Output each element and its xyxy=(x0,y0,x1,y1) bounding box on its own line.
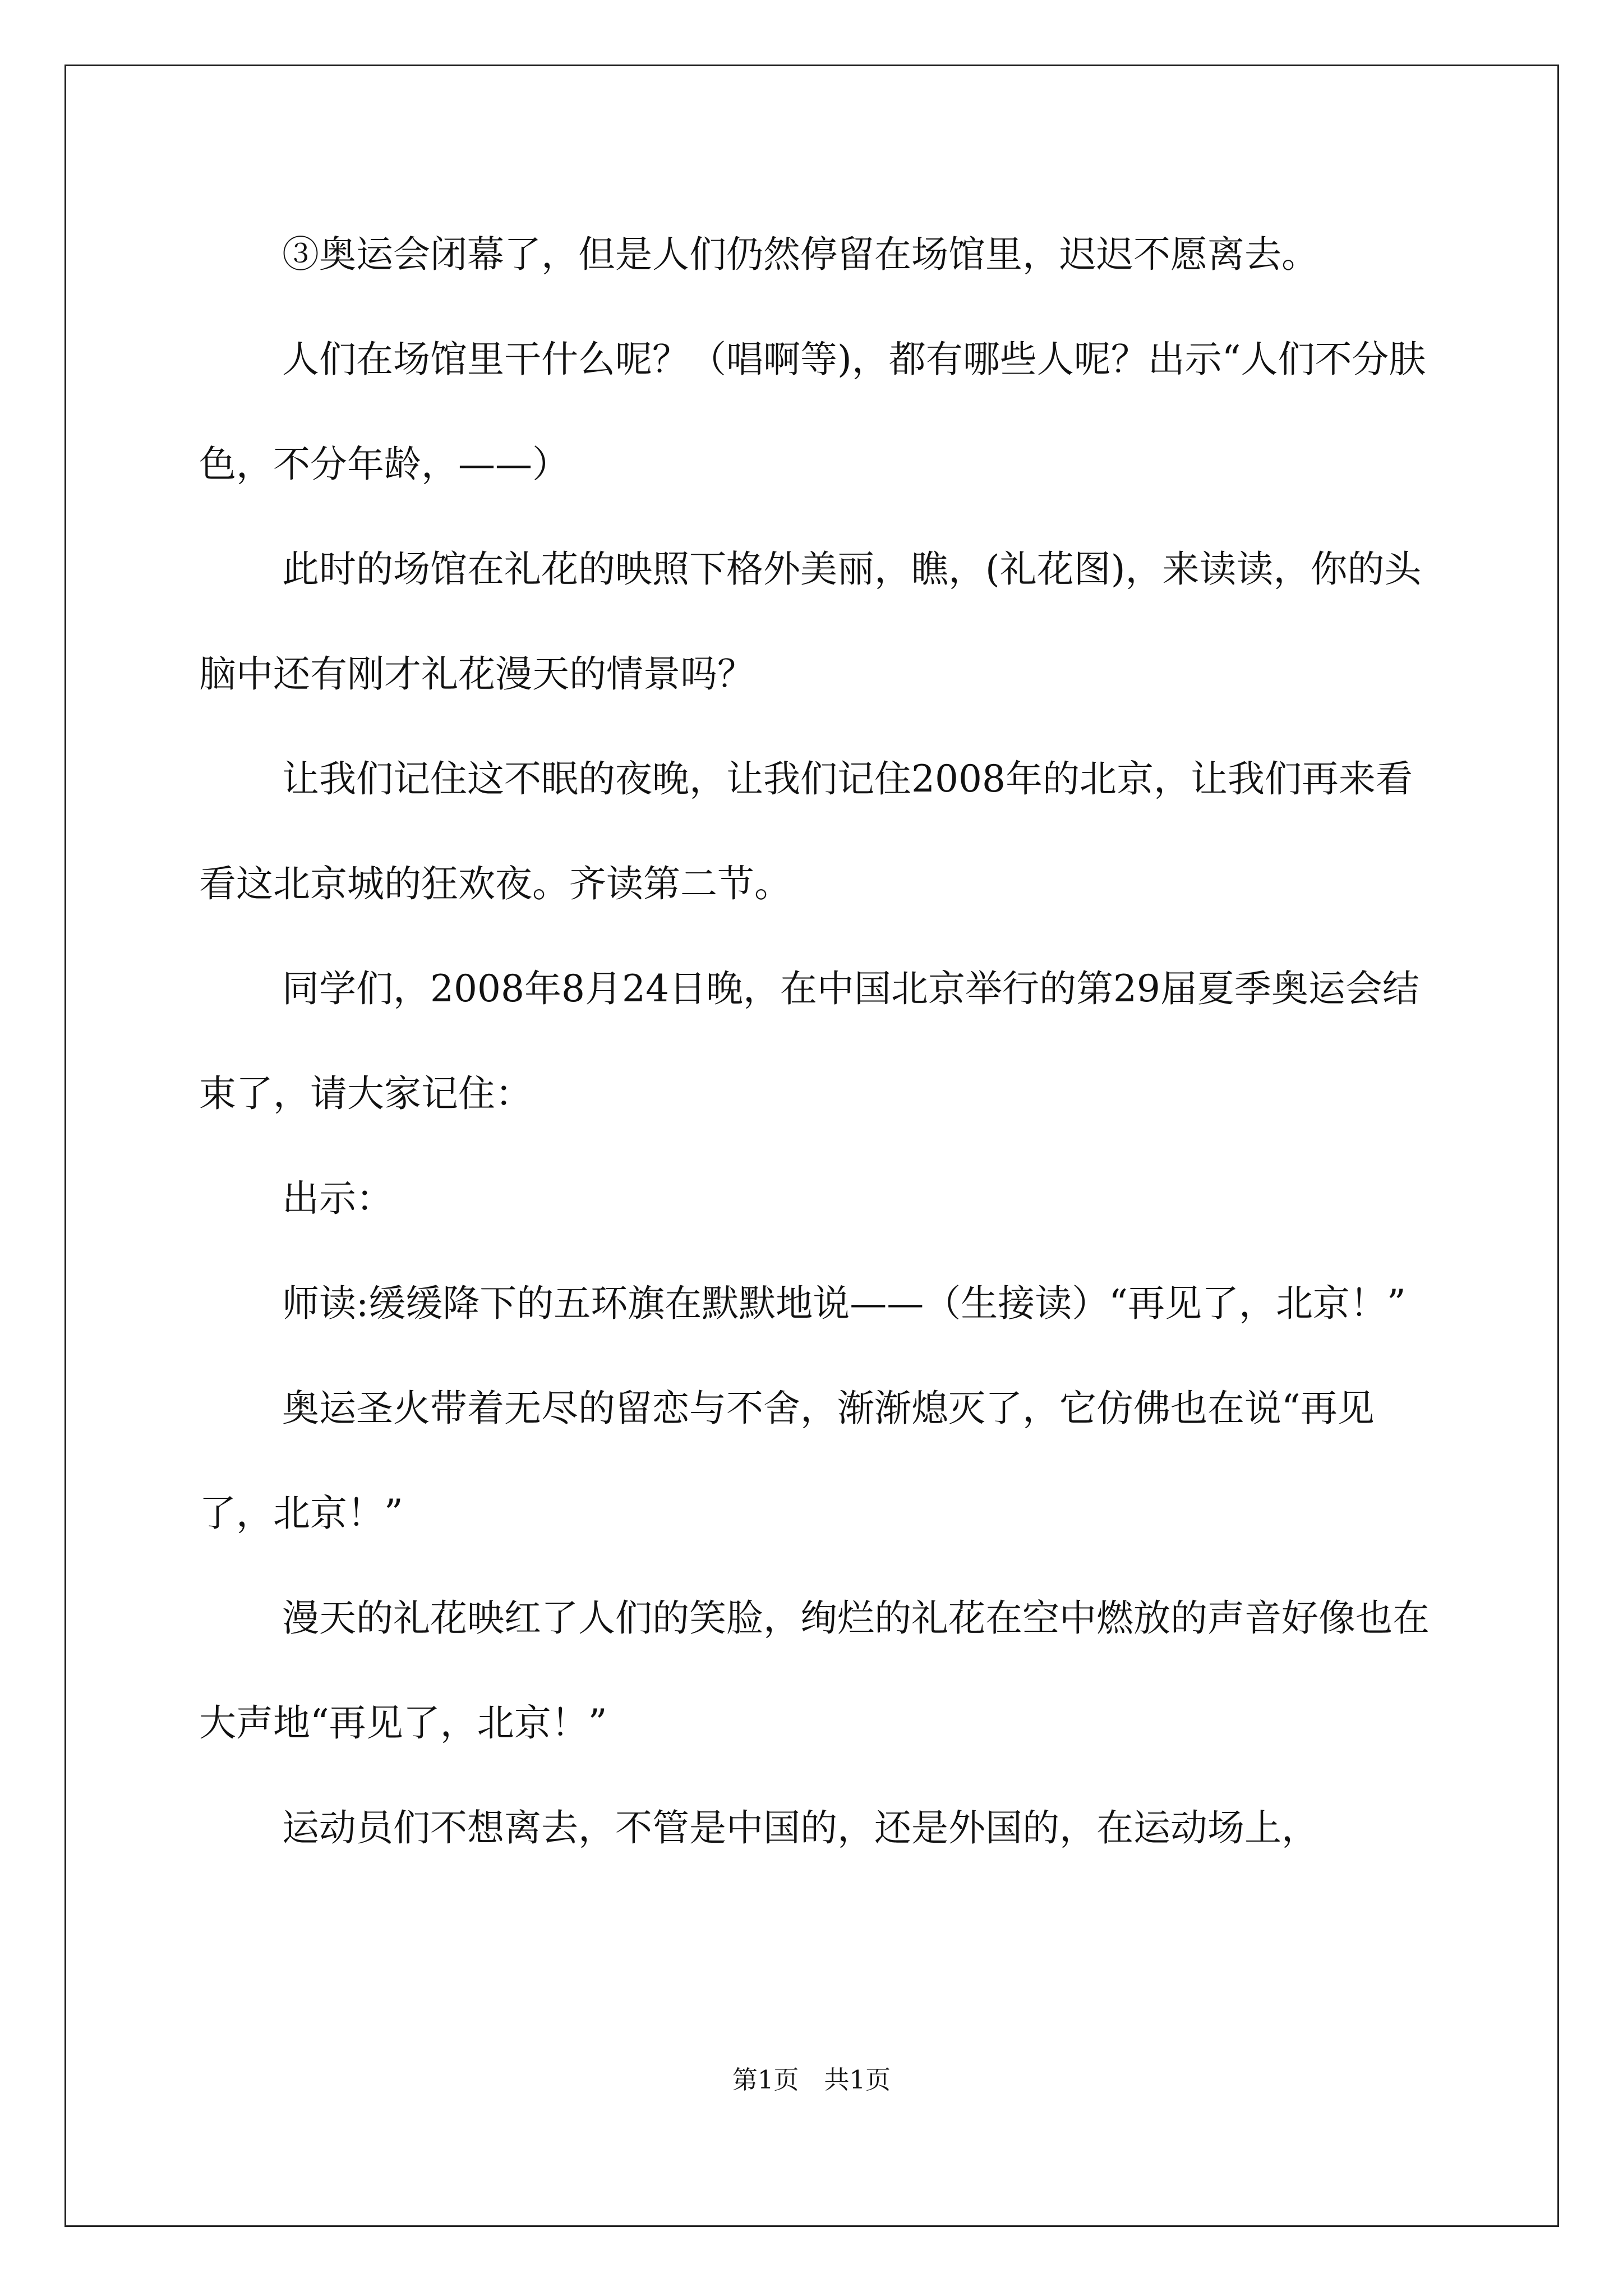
paragraph: 同学们，2008年8月24日晚，在中国北京举行的第29届夏季奥运会结束了，请大家记住： xyxy=(199,967,1419,1115)
paragraph: 运动员们不想离去，不管是中国的，还是外国的，在运动场上， xyxy=(282,1806,1318,1849)
page-number-footer: 第1页 共1页 xyxy=(732,2065,891,2095)
paragraph: 出示： xyxy=(282,1177,393,1220)
paragraph: 人们在场馆里干什么呢？（唱啊等)，都有哪些人呢？出示“人们不分肤色，不分年龄，——） xyxy=(199,338,1426,486)
paragraph: ③奥运会闭幕了，但是人们仍然停留在场馆里，迟迟不愿离去。 xyxy=(282,233,1318,276)
paragraph: 师读:缓缓降下的五环旗在默默地说——（生接读）“再见了，北京！” xyxy=(282,1282,1406,1325)
paragraph: 漫天的礼花映红了人们的笑脸，绚烂的礼花在空中燃放的声音好像也在大声地“再见了，北京！” xyxy=(199,1596,1430,1745)
paragraph: 奥运圣火带着无尽的留恋与不舍，渐渐熄灭了，它仿佛也在说“再见了，北京！” xyxy=(199,1387,1375,1535)
paragraph: 此时的场馆在礼花的映照下格外美丽，瞧，(礼花图)，来读读，你的头脑中还有刚才礼花漫天的情景吗？ xyxy=(199,547,1422,696)
paragraph: 让我们记住这不眠的夜晚，让我们记住2008年的北京，让我们再来看看这北京城的狂欢夜。齐读第二节。 xyxy=(199,757,1413,905)
document-body xyxy=(199,202,1430,1880)
